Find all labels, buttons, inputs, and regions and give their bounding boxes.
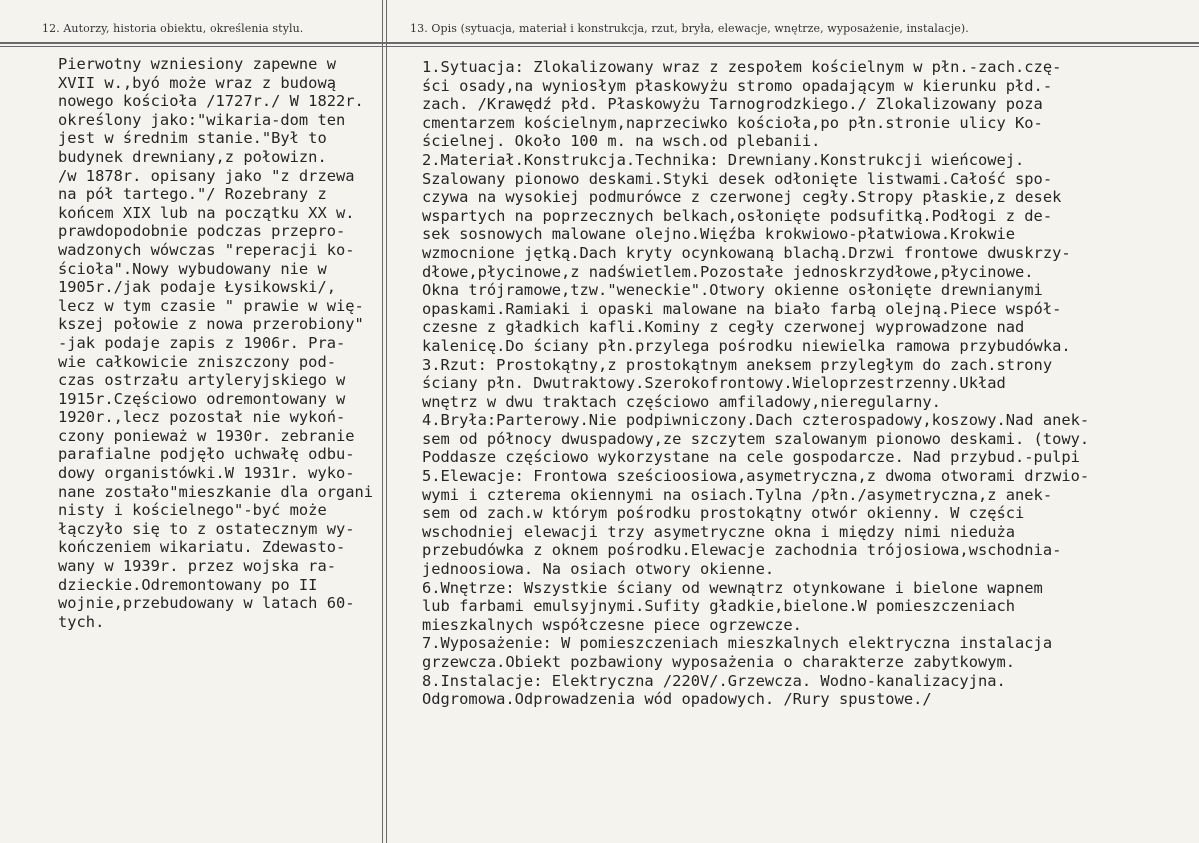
text-line: czywa na wysokiej podmurówce z czerwonej cegły.Stropy płaskie,z desek xyxy=(422,188,1062,207)
text-line: końcem XIX lub na początku XX w. xyxy=(58,203,355,222)
text-line: grzewcza.Obiekt pozbawiony wyposażenia o charakterze zabytkowym. xyxy=(422,653,1016,671)
text-line: ściany płn. Dwutraktowy.Szerokofrontowy.Wieloprzestrzenny.Układ xyxy=(422,374,1006,393)
header-right: 13. Opis (sytuacja, materiał i konstrukcja, rzut, bryła, elewacje, wnętrze, wyposażenie, instalacje). xyxy=(410,22,969,35)
text-line: opaskami.Ramiaki i opaski malowane na biało farbą olejną.Piece współ- xyxy=(422,299,1062,318)
text-line: nisty i kościelnego"-być może xyxy=(58,501,327,520)
text-line: nowego kościoła /1727r./ W 1822r. xyxy=(58,92,364,111)
text-line: wojnie,przebudowany w latach 60- xyxy=(58,594,355,613)
text-line: wzmocnione jętką.Dach kryty ocynkowaną blachą.Drzwi frontowe dwuskrzy- xyxy=(422,243,1071,262)
text-line: ścielnej. Około 100 m. na wsch.od plebanii. xyxy=(422,132,821,151)
text-line: 1915r.Częściowo odremontowany w xyxy=(58,389,346,408)
text-line: XVII w.,byó może wraz z budową xyxy=(58,73,336,92)
text-line: wspartych na poprzecznych belkach,osłonięte podsufitką.Podłogi z de- xyxy=(422,206,1053,225)
text-line: 1920r.,lecz pozostał nie wykoń- xyxy=(58,408,346,427)
text-line: sem od zach.w którym pośrodku prostokątny otwór okienny. W części xyxy=(422,504,1025,523)
text-line: czesne z gładkich kafli.Kominy z cegły czerwonej wyprowadzone nad xyxy=(422,318,1025,337)
text-line: Szalowany pionowo deskami.Styki desek odłonięte listwami.Całość spo- xyxy=(422,169,1053,188)
header-rule xyxy=(0,42,1199,44)
text-line: 1905r./jak podaje Łysikowski/, xyxy=(58,278,336,297)
text-line: kszej połowie z nowa przerobiony" xyxy=(58,315,364,334)
text-line: sek sosnowych malowane olejno.Więźba krokwiowo-płatwiowa.Krokwie xyxy=(422,225,1016,244)
text-line: lecz w tym czasie " prawie w wię- xyxy=(58,296,364,315)
text-line: wie całkowicie zniszczony pod- xyxy=(58,352,336,371)
text-line: sem od północy dwuspadowy,ze szczytem szalowanym pionowo deskami. (towy. xyxy=(422,429,1090,448)
text-line: jest w średnim stanie."Był to xyxy=(58,129,327,148)
text-line: parafialne podjęło uchwałę odbu- xyxy=(58,445,355,464)
header-left: 12. Autorzy, historia obiektu, określenia stylu. xyxy=(42,22,304,35)
text-line: 4.Bryła:Parterowy.Nie podpiwniczony.Dach czterospadowy,koszowy.Nad anek- xyxy=(422,411,1090,430)
text-line: określony jako:"wikaria-dom ten xyxy=(58,110,346,129)
text-line: Poddasze częściowo wykorzystane na cele gospodarcze. Nad przybud.-pulpi xyxy=(422,448,1080,467)
text-line: na pół tartego."/ Rozebrany z xyxy=(58,185,327,204)
text-line: Pierwotny wzniesiony zapewne w xyxy=(58,55,336,73)
text-line: wany w 1939r. przez wojska ra- xyxy=(58,557,336,576)
text-line: 7.Wyposażenie: W pomieszczeniach mieszkalnych elektryczna instalacja xyxy=(422,634,1053,653)
text-line: cmentarzem kościelnym,naprzeciwko kościoła,po płn.stronie ulicy Ko- xyxy=(422,113,1043,132)
history-text xyxy=(58,55,398,631)
text-line: jednoosiowa. Na osiach otwory okienne. xyxy=(422,560,775,579)
text-line: 2.Materiał.Konstrukcja.Technika: Drewniany.Konstrukcji wieńcowej. xyxy=(422,150,1025,169)
text-line: nane zostało"mieszkanie dla organi xyxy=(58,482,374,501)
text-line: Okna trójramowe,tzw."weneckie".Otwory okienne osłonięte drewnianymi xyxy=(422,281,1043,300)
text-line: lub farbami emulsyjnymi.Sufity gładkie,bielone.W pomieszczeniach xyxy=(422,597,1016,616)
text-line: budynek drewniany,z połowizn. xyxy=(58,147,327,166)
text-line: wadzonych wówczas "reperacji ko- xyxy=(58,240,355,259)
text-line: czas ostrzału artyleryjskiego w xyxy=(58,371,346,390)
text-line: ści osady,na wyniosłym płaskowyżu stromo opadającym w kierunku płd.- xyxy=(422,76,1053,95)
text-line: 1.Sytuacja: Zlokalizowany wraz z zespołem kościelnym w płn.-zach.czę- xyxy=(422,58,1062,76)
text-line: /w 1878r. opisany jako "z drzewa xyxy=(58,166,355,185)
description-text xyxy=(422,58,1192,709)
text-line: 8.Instalacje: Elektryczna /220V/.Grzewcza. Wodno-kanalizacyjna. xyxy=(422,671,1006,690)
text-line: zach. /Krawędź płd. Płaskowyżu Tarnogrodzkiego./ Zlokalizowany poza xyxy=(422,95,1043,114)
text-line: wschodniej elewacji trzy asymetryczne okna i między nimi nieduża xyxy=(422,522,1016,541)
text-line: dowy organistówki.W 1931r. wyko- xyxy=(58,464,355,483)
text-line: przebudówka z oknem pośrodku.Elewacje zachodnia trójosiowa,wschodnia- xyxy=(422,541,1062,560)
text-line: ścioła".Nowy wybudowany nie w xyxy=(58,259,327,278)
text-line: czony ponieważ w 1930r. zebranie xyxy=(58,426,355,445)
text-line: dłowe,płycinowe,z nadświetlem.Pozostałe jednoskrzydłowe,płycinowe. xyxy=(422,262,1034,281)
text-line: wymi i czterema okiennymi na osiach.Tylna /płn./asymetryczna,z anek- xyxy=(422,485,1053,504)
text-line: łączyło się to z ostatecznym wy- xyxy=(58,519,355,538)
text-line: prawdopodobnie podczas przepro- xyxy=(58,222,346,241)
text-line: 5.Elewacje: Frontowa sześcioosiowa,asymetryczna,z dwoma otworami drzwio- xyxy=(422,467,1090,486)
text-line: 3.Rzut: Prostokątny,z prostokątnym aneksem przyległym do zach.strony xyxy=(422,355,1053,374)
text-line: -jak podaje zapis z 1906r. Pra- xyxy=(58,333,346,352)
text-line: mieszkalnych współczesne piece ogrzewcze. xyxy=(422,615,802,634)
text-line: kończeniem wikariatu. Zdewasto- xyxy=(58,538,346,557)
text-line: kalenicę.Do ściany płn.przylega pośrodku niewielka ramowa przybudówka. xyxy=(422,336,1071,355)
text-line: 6.Wnętrze: Wszystkie ściany od wewnątrz otynkowane i bielone wapnem xyxy=(422,578,1043,597)
text-line: Odgromowa.Odprowadzenia wód opadowych. /Rury spustowe./ xyxy=(422,690,932,709)
text-line: dzieckie.Odremontowany po II xyxy=(58,575,318,594)
header-rule-thin xyxy=(0,46,1199,47)
text-line: wnętrz w dwu traktach częściowo amfiladowy,nieregularny. xyxy=(422,392,941,411)
text-line: tych. xyxy=(58,612,105,631)
